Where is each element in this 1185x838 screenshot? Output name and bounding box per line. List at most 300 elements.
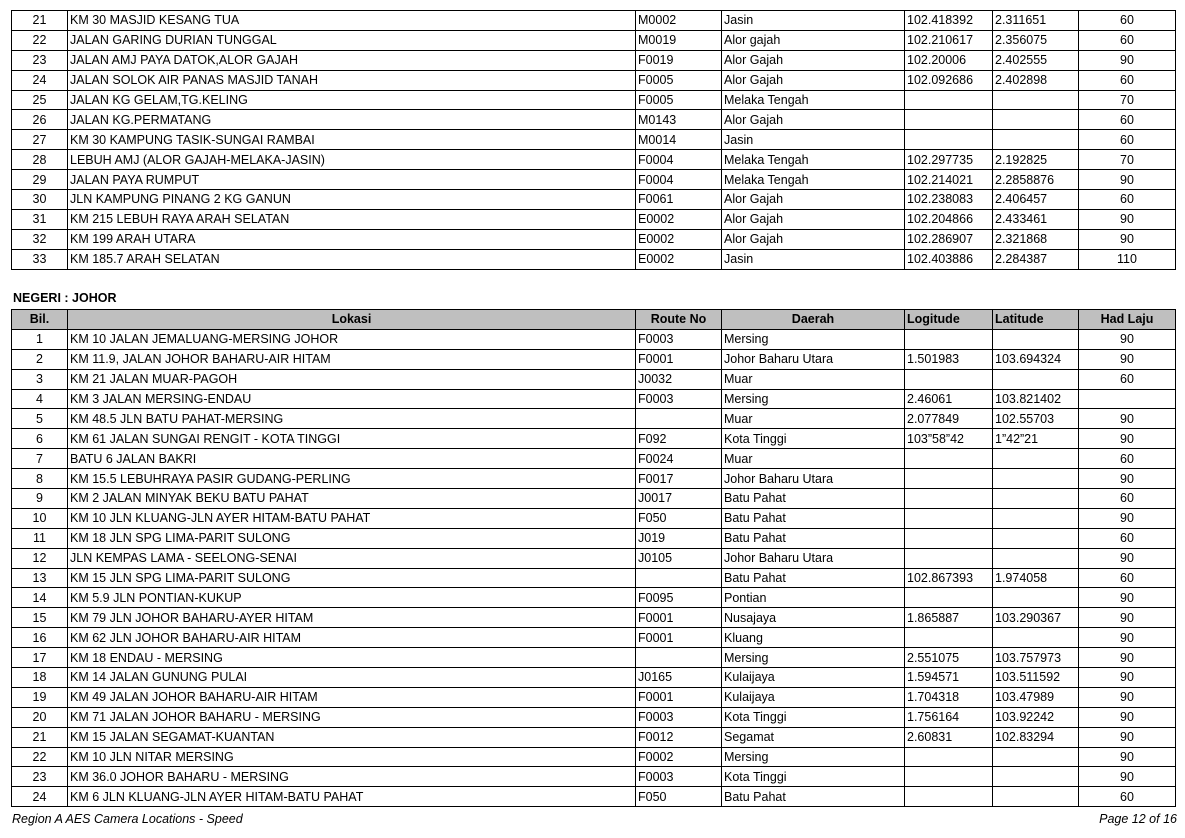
melaka-table-body <box>12 11 1176 270</box>
cell-route-no: E0002 <box>636 249 722 269</box>
cell-bil: 9 <box>12 489 68 509</box>
cell-longitude: 102.214021 <box>905 170 993 190</box>
cell-longitude <box>905 787 993 807</box>
cell-bil: 4 <box>12 389 68 409</box>
cell-daerah: Johor Baharu Utara <box>722 469 905 489</box>
cell-latitude: 2.406457 <box>993 190 1079 210</box>
cell-daerah: Alor Gajah <box>722 190 905 210</box>
cell-route-no: J019 <box>636 528 722 548</box>
johor-camera-table <box>11 309 1176 807</box>
cell-longitude: 2.077849 <box>905 409 993 429</box>
cell-daerah: Kota Tinggi <box>722 707 905 727</box>
cell-had-laju: 90 <box>1079 628 1176 648</box>
cell-had-laju: 60 <box>1079 30 1176 50</box>
cell-lokasi: LEBUH AMJ (ALOR GAJAH-MELAKA-JASIN) <box>68 150 636 170</box>
cell-lokasi: BATU 6 JALAN BAKRI <box>68 449 636 469</box>
cell-had-laju: 90 <box>1079 329 1176 349</box>
cell-daerah: Alor Gajah <box>722 70 905 90</box>
cell-daerah: Pontian <box>722 588 905 608</box>
cell-bil: 11 <box>12 528 68 548</box>
table-row <box>12 548 1176 568</box>
cell-bil: 14 <box>12 588 68 608</box>
cell-route-no: J0032 <box>636 369 722 389</box>
cell-longitude <box>905 767 993 787</box>
header-route-no: Route No <box>636 310 722 330</box>
cell-had-laju: 90 <box>1079 469 1176 489</box>
johor-table-body <box>12 329 1176 806</box>
cell-daerah: Nusajaya <box>722 608 905 628</box>
cell-bil: 33 <box>12 249 68 269</box>
cell-had-laju: 90 <box>1079 608 1176 628</box>
cell-latitude: 103.821402 <box>993 389 1079 409</box>
table-row <box>12 508 1176 528</box>
cell-lokasi: KM 10 JLN KLUANG-JLN AYER HITAM-BATU PAHAT <box>68 508 636 528</box>
cell-lokasi: KM 79 JLN JOHOR BAHARU-AYER HITAM <box>68 608 636 628</box>
cell-latitude: 103.757973 <box>993 648 1079 668</box>
cell-route-no <box>636 409 722 429</box>
cell-bil: 5 <box>12 409 68 429</box>
cell-bil: 8 <box>12 469 68 489</box>
cell-daerah: Alor Gajah <box>722 50 905 70</box>
cell-had-laju: 90 <box>1079 548 1176 568</box>
cell-had-laju: 110 <box>1079 249 1176 269</box>
cell-lokasi: KM 10 JLN NITAR MERSING <box>68 747 636 767</box>
cell-route-no: F0004 <box>636 170 722 190</box>
cell-bil: 15 <box>12 608 68 628</box>
cell-lokasi: KM 10 JALAN JEMALUANG-MERSING JOHOR <box>68 329 636 349</box>
cell-latitude: 103.47989 <box>993 687 1079 707</box>
cell-route-no: F0005 <box>636 70 722 90</box>
cell-longitude <box>905 110 993 130</box>
cell-had-laju: 90 <box>1079 508 1176 528</box>
cell-lokasi: KM 6 JLN KLUANG-JLN AYER HITAM-BATU PAHAT <box>68 787 636 807</box>
cell-daerah: Jasin <box>722 130 905 150</box>
cell-lokasi: JALAN PAYA RUMPUT <box>68 170 636 190</box>
cell-lokasi: JALAN KG GELAM,TG.KELING <box>68 90 636 110</box>
table-row <box>12 130 1176 150</box>
cell-longitude <box>905 130 993 150</box>
cell-latitude <box>993 369 1079 389</box>
cell-daerah: Mersing <box>722 648 905 668</box>
cell-latitude <box>993 329 1079 349</box>
cell-route-no: F050 <box>636 508 722 528</box>
table-row <box>12 489 1176 509</box>
cell-daerah: Alor Gajah <box>722 209 905 229</box>
cell-had-laju: 60 <box>1079 528 1176 548</box>
cell-had-laju: 60 <box>1079 110 1176 130</box>
table-row <box>12 389 1176 409</box>
cell-longitude: 102.20006 <box>905 50 993 70</box>
cell-bil: 16 <box>12 628 68 648</box>
cell-longitude <box>905 90 993 110</box>
cell-route-no: E0002 <box>636 209 722 229</box>
cell-longitude <box>905 329 993 349</box>
cell-latitude <box>993 528 1079 548</box>
cell-latitude <box>993 489 1079 509</box>
cell-bil: 24 <box>12 787 68 807</box>
cell-lokasi: KM 199 ARAH UTARA <box>68 229 636 249</box>
cell-latitude: 103.694324 <box>993 349 1079 369</box>
cell-daerah: Alor gajah <box>722 30 905 50</box>
table-row <box>12 608 1176 628</box>
cell-latitude <box>993 449 1079 469</box>
cell-daerah: Johor Baharu Utara <box>722 349 905 369</box>
cell-had-laju: 60 <box>1079 369 1176 389</box>
cell-bil: 12 <box>12 548 68 568</box>
cell-longitude: 1.865887 <box>905 608 993 628</box>
table-row <box>12 11 1176 31</box>
cell-bil: 6 <box>12 429 68 449</box>
cell-bil: 26 <box>12 110 68 130</box>
cell-route-no: M0019 <box>636 30 722 50</box>
table-row <box>12 209 1176 229</box>
table-row <box>12 648 1176 668</box>
cell-bil: 22 <box>12 747 68 767</box>
cell-lokasi: KM 21 JALAN MUAR-PAGOH <box>68 369 636 389</box>
table-row <box>12 469 1176 489</box>
cell-had-laju: 60 <box>1079 568 1176 588</box>
table-row <box>12 30 1176 50</box>
cell-latitude: 2.311651 <box>993 11 1079 31</box>
cell-daerah: Jasin <box>722 11 905 31</box>
cell-longitude: 102.286907 <box>905 229 993 249</box>
cell-longitude: 1.756164 <box>905 707 993 727</box>
cell-daerah: Mersing <box>722 747 905 767</box>
cell-bil: 22 <box>12 30 68 50</box>
cell-longitude <box>905 369 993 389</box>
table-row <box>12 329 1176 349</box>
cell-route-no: E0002 <box>636 229 722 249</box>
cell-latitude: 103.511592 <box>993 668 1079 688</box>
cell-bil: 1 <box>12 329 68 349</box>
cell-longitude: 102.210617 <box>905 30 993 50</box>
cell-had-laju: 90 <box>1079 209 1176 229</box>
cell-had-laju: 90 <box>1079 707 1176 727</box>
cell-longitude <box>905 508 993 528</box>
cell-route-no: M0014 <box>636 130 722 150</box>
johor-table-header <box>12 310 1176 330</box>
cell-longitude: 2.46061 <box>905 389 993 409</box>
cell-lokasi: KM 18 JLN SPG LIMA-PARIT SULONG <box>68 528 636 548</box>
table-row <box>12 787 1176 807</box>
section-title-johor: NEGERI : JOHOR <box>13 291 117 305</box>
cell-latitude <box>993 747 1079 767</box>
table-row <box>12 249 1176 269</box>
cell-had-laju: 90 <box>1079 349 1176 369</box>
cell-route-no: F0095 <box>636 588 722 608</box>
cell-bil: 24 <box>12 70 68 90</box>
cell-latitude: 2.433461 <box>993 209 1079 229</box>
cell-latitude: 102.55703 <box>993 409 1079 429</box>
table-row <box>12 229 1176 249</box>
table-row <box>12 687 1176 707</box>
cell-latitude <box>993 90 1079 110</box>
cell-daerah: Alor Gajah <box>722 229 905 249</box>
cell-lokasi: KM 18 ENDAU - MERSING <box>68 648 636 668</box>
cell-lokasi: KM 48.5 JLN BATU PAHAT-MERSING <box>68 409 636 429</box>
cell-route-no: F0001 <box>636 608 722 628</box>
cell-daerah: Mersing <box>722 329 905 349</box>
cell-route-no: J0105 <box>636 548 722 568</box>
cell-daerah: Batu Pahat <box>722 528 905 548</box>
cell-daerah: Batu Pahat <box>722 508 905 528</box>
cell-had-laju: 90 <box>1079 727 1176 747</box>
table-row <box>12 707 1176 727</box>
table-row <box>12 767 1176 787</box>
cell-latitude: 102.83294 <box>993 727 1079 747</box>
cell-daerah: Kota Tinggi <box>722 767 905 787</box>
cell-route-no: F0061 <box>636 190 722 210</box>
cell-bil: 28 <box>12 150 68 170</box>
cell-had-laju: 60 <box>1079 489 1176 509</box>
cell-had-laju: 90 <box>1079 648 1176 668</box>
cell-lokasi: KM 30 MASJID KESANG TUA <box>68 11 636 31</box>
cell-bil: 21 <box>12 727 68 747</box>
cell-daerah: Muar <box>722 449 905 469</box>
cell-route-no: M0143 <box>636 110 722 130</box>
cell-had-laju: 90 <box>1079 170 1176 190</box>
cell-longitude <box>905 469 993 489</box>
header-had-laju: Had Laju <box>1079 310 1176 330</box>
cell-lokasi: KM 2 JALAN MINYAK BEKU BATU PAHAT <box>68 489 636 509</box>
cell-daerah: Batu Pahat <box>722 568 905 588</box>
cell-longitude: 1.704318 <box>905 687 993 707</box>
cell-daerah: Batu Pahat <box>722 489 905 509</box>
header-latitude: Latitude <box>993 310 1079 330</box>
cell-daerah: Segamat <box>722 727 905 747</box>
table-row <box>12 110 1176 130</box>
cell-bil: 32 <box>12 229 68 249</box>
cell-route-no: F0017 <box>636 469 722 489</box>
cell-daerah: Kota Tinggi <box>722 429 905 449</box>
cell-bil: 31 <box>12 209 68 229</box>
cell-longitude <box>905 548 993 568</box>
cell-had-laju: 90 <box>1079 409 1176 429</box>
cell-had-laju: 90 <box>1079 767 1176 787</box>
cell-had-laju: 90 <box>1079 687 1176 707</box>
table-row <box>12 747 1176 767</box>
cell-daerah: Muar <box>722 409 905 429</box>
cell-daerah: Kluang <box>722 628 905 648</box>
table-row <box>12 628 1176 648</box>
cell-lokasi: JALAN GARING DURIAN TUNGGAL <box>68 30 636 50</box>
cell-lokasi: KM 15 JALAN SEGAMAT-KUANTAN <box>68 727 636 747</box>
cell-latitude: 2.356075 <box>993 30 1079 50</box>
cell-latitude: 103.92242 <box>993 707 1079 727</box>
cell-lokasi: KM 62 JLN JOHOR BAHARU-AIR HITAM <box>68 628 636 648</box>
cell-bil: 25 <box>12 90 68 110</box>
cell-latitude <box>993 110 1079 130</box>
cell-bil: 18 <box>12 668 68 688</box>
cell-longitude <box>905 449 993 469</box>
cell-latitude <box>993 628 1079 648</box>
cell-had-laju: 90 <box>1079 668 1176 688</box>
cell-latitude: 2.402898 <box>993 70 1079 90</box>
cell-daerah: Alor Gajah <box>722 110 905 130</box>
table-row <box>12 170 1176 190</box>
cell-lokasi: JALAN AMJ PAYA DATOK,ALOR GAJAH <box>68 50 636 70</box>
cell-lokasi: JALAN KG.PERMATANG <box>68 110 636 130</box>
cell-daerah: Batu Pahat <box>722 787 905 807</box>
cell-had-laju <box>1079 389 1176 409</box>
cell-bil: 21 <box>12 11 68 31</box>
table-row <box>12 90 1176 110</box>
table-row <box>12 449 1176 469</box>
melaka-camera-table <box>11 10 1176 270</box>
cell-route-no: F0024 <box>636 449 722 469</box>
cell-bil: 17 <box>12 648 68 668</box>
cell-latitude: 2.192825 <box>993 150 1079 170</box>
cell-bil: 20 <box>12 707 68 727</box>
cell-lokasi: JLN KAMPUNG PINANG 2 KG GANUN <box>68 190 636 210</box>
cell-latitude <box>993 548 1079 568</box>
cell-bil: 27 <box>12 130 68 150</box>
footer-page-number: Page 12 of 16 <box>1099 812 1177 826</box>
cell-latitude: 1”42”21 <box>993 429 1079 449</box>
cell-lokasi: JALAN SOLOK AIR PANAS MASJID TANAH <box>68 70 636 90</box>
cell-bil: 2 <box>12 349 68 369</box>
cell-longitude: 2.60831 <box>905 727 993 747</box>
table-row <box>12 50 1176 70</box>
table-row <box>12 528 1176 548</box>
header-lokasi: Lokasi <box>68 310 636 330</box>
cell-bil: 3 <box>12 369 68 389</box>
table-row <box>12 150 1176 170</box>
cell-route-no: F0012 <box>636 727 722 747</box>
cell-latitude: 1.974058 <box>993 568 1079 588</box>
table-row <box>12 349 1176 369</box>
cell-lokasi: KM 15 JLN SPG LIMA-PARIT SULONG <box>68 568 636 588</box>
cell-route-no: F0001 <box>636 687 722 707</box>
cell-latitude: 2.2858876 <box>993 170 1079 190</box>
cell-route-no: F092 <box>636 429 722 449</box>
cell-bil: 10 <box>12 508 68 528</box>
header-longitude: Logitude <box>905 310 993 330</box>
cell-route-no: F0005 <box>636 90 722 110</box>
cell-daerah: Johor Baharu Utara <box>722 548 905 568</box>
cell-daerah: Melaka Tengah <box>722 90 905 110</box>
cell-bil: 13 <box>12 568 68 588</box>
cell-lokasi: KM 14 JALAN GUNUNG PULAI <box>68 668 636 688</box>
cell-longitude <box>905 588 993 608</box>
cell-longitude <box>905 528 993 548</box>
cell-had-laju: 60 <box>1079 787 1176 807</box>
cell-lokasi: KM 185.7 ARAH SELATAN <box>68 249 636 269</box>
cell-longitude: 102.092686 <box>905 70 993 90</box>
cell-had-laju: 90 <box>1079 588 1176 608</box>
cell-route-no: F0001 <box>636 349 722 369</box>
cell-lokasi: KM 15.5 LEBUHRAYA PASIR GUDANG-PERLING <box>68 469 636 489</box>
cell-daerah: Melaka Tengah <box>722 170 905 190</box>
cell-route-no <box>636 568 722 588</box>
cell-latitude <box>993 588 1079 608</box>
header-bil: Bil. <box>12 310 68 330</box>
cell-lokasi: KM 11.9, JALAN JOHOR BAHARU-AIR HITAM <box>68 349 636 369</box>
table-row <box>12 369 1176 389</box>
table-row <box>12 568 1176 588</box>
cell-lokasi: KM 30 KAMPUNG TASIK-SUNGAI RAMBAI <box>68 130 636 150</box>
cell-lokasi: KM 61 JALAN SUNGAI RENGIT - KOTA TINGGI <box>68 429 636 449</box>
cell-daerah: Kulaijaya <box>722 687 905 707</box>
table-row <box>12 409 1176 429</box>
cell-longitude: 2.551075 <box>905 648 993 668</box>
cell-route-no: J0165 <box>636 668 722 688</box>
cell-route-no: F0003 <box>636 707 722 727</box>
cell-lokasi: KM 215 LEBUH RAYA ARAH SELATAN <box>68 209 636 229</box>
cell-route-no: F050 <box>636 787 722 807</box>
cell-had-laju: 70 <box>1079 90 1176 110</box>
cell-daerah: Mersing <box>722 389 905 409</box>
cell-route-no: J0017 <box>636 489 722 509</box>
cell-bil: 29 <box>12 170 68 190</box>
cell-longitude: 102.204866 <box>905 209 993 229</box>
cell-latitude <box>993 130 1079 150</box>
cell-bil: 23 <box>12 767 68 787</box>
cell-daerah: Melaka Tengah <box>722 150 905 170</box>
cell-latitude <box>993 767 1079 787</box>
cell-longitude <box>905 628 993 648</box>
cell-route-no: M0002 <box>636 11 722 31</box>
cell-had-laju: 70 <box>1079 150 1176 170</box>
cell-had-laju: 60 <box>1079 190 1176 210</box>
cell-lokasi: JLN KEMPAS LAMA - SEELONG-SENAI <box>68 548 636 568</box>
cell-had-laju: 60 <box>1079 11 1176 31</box>
table-row <box>12 668 1176 688</box>
cell-had-laju: 90 <box>1079 229 1176 249</box>
cell-had-laju: 90 <box>1079 747 1176 767</box>
cell-daerah: Jasin <box>722 249 905 269</box>
cell-bil: 23 <box>12 50 68 70</box>
cell-had-laju: 90 <box>1079 429 1176 449</box>
cell-route-no <box>636 648 722 668</box>
cell-longitude: 102.418392 <box>905 11 993 31</box>
cell-latitude: 2.284387 <box>993 249 1079 269</box>
cell-latitude: 2.402555 <box>993 50 1079 70</box>
cell-longitude: 102.403886 <box>905 249 993 269</box>
cell-route-no: F0003 <box>636 389 722 409</box>
cell-lokasi: KM 36.0 JOHOR BAHARU - MERSING <box>68 767 636 787</box>
cell-bil: 19 <box>12 687 68 707</box>
cell-had-laju: 90 <box>1079 50 1176 70</box>
cell-route-no: F0001 <box>636 628 722 648</box>
cell-latitude: 2.321868 <box>993 229 1079 249</box>
cell-longitude: 1.501983 <box>905 349 993 369</box>
cell-route-no: F0003 <box>636 329 722 349</box>
cell-longitude: 102.867393 <box>905 568 993 588</box>
cell-latitude: 103.290367 <box>993 608 1079 628</box>
cell-longitude <box>905 747 993 767</box>
cell-had-laju: 60 <box>1079 130 1176 150</box>
table-row <box>12 70 1176 90</box>
table-row <box>12 190 1176 210</box>
header-row <box>12 310 1176 330</box>
cell-daerah: Muar <box>722 369 905 389</box>
cell-longitude: 102.297735 <box>905 150 993 170</box>
cell-lokasi: KM 49 JALAN JOHOR BAHARU-AIR HITAM <box>68 687 636 707</box>
cell-latitude <box>993 508 1079 528</box>
cell-route-no: F0019 <box>636 50 722 70</box>
table-row <box>12 727 1176 747</box>
cell-daerah: Kulaijaya <box>722 668 905 688</box>
cell-route-no: F0002 <box>636 747 722 767</box>
cell-route-no: F0003 <box>636 767 722 787</box>
cell-longitude <box>905 489 993 509</box>
cell-lokasi: KM 3 JALAN MERSING-ENDAU <box>68 389 636 409</box>
cell-latitude <box>993 469 1079 489</box>
table-row <box>12 588 1176 608</box>
cell-latitude <box>993 787 1079 807</box>
cell-had-laju: 60 <box>1079 70 1176 90</box>
